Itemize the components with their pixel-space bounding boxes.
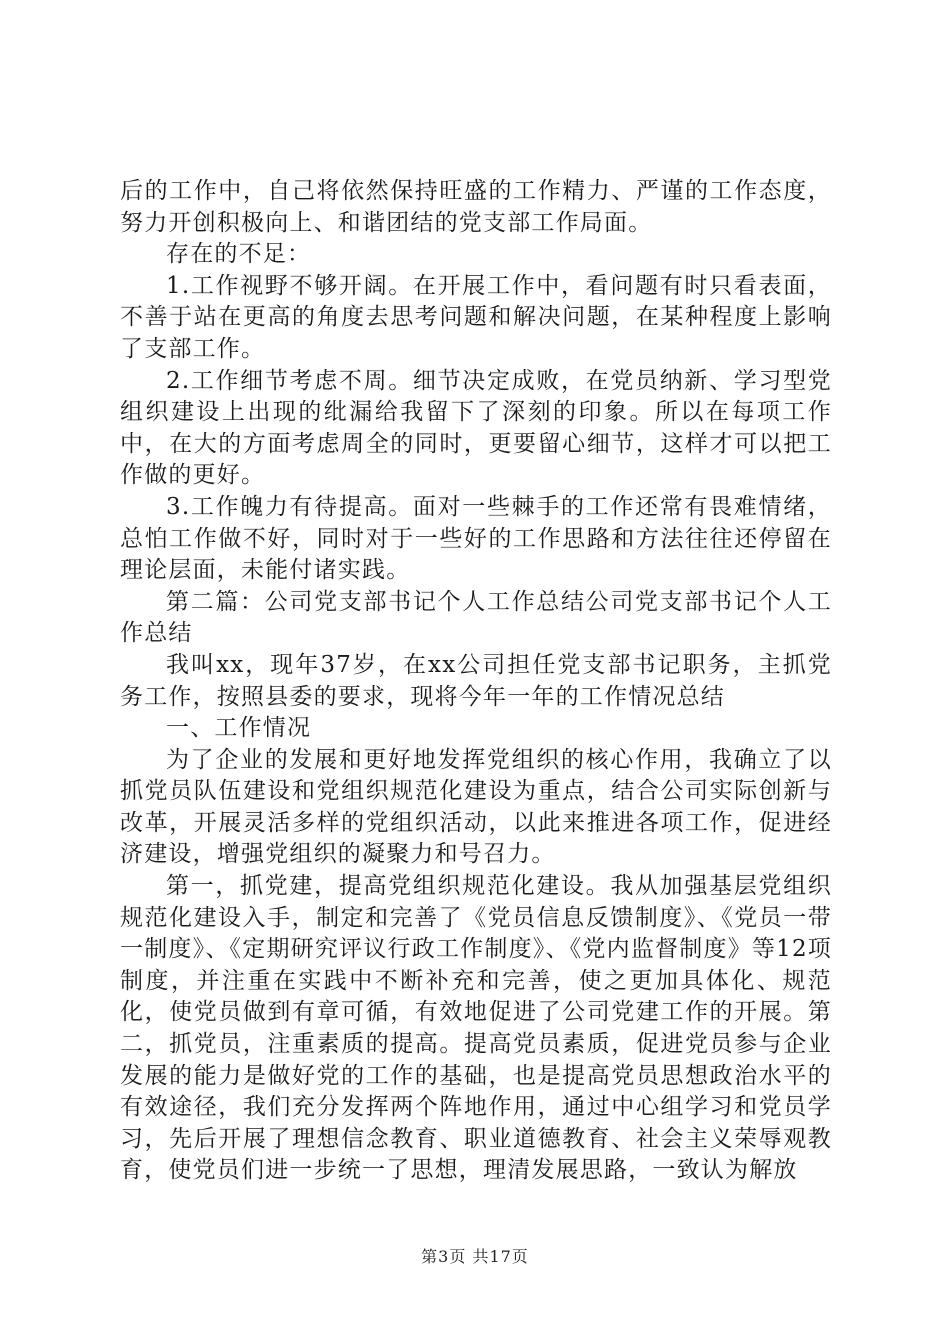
paragraph-shortcoming-1: 1.工作视野不够开阔。在开展工作中，看问题有时只看表面，不善于站在更高的角度去思考问题和解决问题，在某种程度上影响了支部工作。 — [120, 272, 832, 362]
section-title-second-article: 第二篇：公司党支部书记个人工作总结公司党支部书记个人工作总结 — [120, 588, 832, 647]
paragraph-self-introduction: 我叫xx，现年37岁，在xx公司担任党支部书记职务，主抓党务工作，按照县委的要求，现将今年一年的工作情况总结 — [120, 651, 832, 710]
page-number-footer: 第3页 共17页 — [421, 1247, 529, 1266]
paragraph-shortcoming-2: 2.工作细节考虑不周。细节决定成败，在党员纳新、学习型党组织建设上出现的纰漏给我留下了深刻的印象。所以在每项工作中，在大的方面考虑周全的同时，更要留心细节，这样才可以把工作做的更好。 — [120, 367, 832, 489]
paragraph-party-building: 第一，抓党建，提高党组织规范化建设。我从加强基层党组织规范化建设入手，制定和完善了《党员信息反馈制度》、《党员一带一制度》、《定期研究评议行政工作制度》、《党内监督制度》等12项制度，并注重在实践中不断补充和完善，使之更加具体化、规范化，使党员做到有章可循，有效地促进了公司党建工作的开展。第二，抓党员，注重素质的提高。提高党员素质，促进党员参与企业发展的能力是做好党的工作的基础，也是提高党员思想政治水平的有效途径，我们充分发挥两个阵地作用，通过中心组学习和党员学习，先后开展了理想信念教育、职业道德教育、社会主义荣辱观教育，使党员们进一步统一了思想，理清发展思路，一致认为解放 — [120, 873, 832, 1184]
section-heading-work-situation: 一、工作情况 — [166, 715, 312, 742]
paragraph-shortcomings-heading: 存在的不足： — [166, 241, 312, 268]
paragraph-shortcoming-3: 3.工作魄力有待提高。面对一些棘手的工作还常有畏难情绪，总怕工作做不好，同时对于一些好的工作思路和方法往往还停留在理论层面，未能付诸实践。 — [120, 493, 832, 584]
paragraph-continuation: 后的工作中，自己将依然保持旺盛的工作精力、严谨的工作态度，努力开创积极向上、和谐团结的党支部工作局面。 — [120, 178, 832, 236]
paragraph-work-focus: 为了企业的发展和更好地发挥党组织的核心作用，我确立了以抓党员队伍建设和党组织规范化建设为重点，结合公司实际创新与改革，开展灵活多样的党组织活动，以此来推进各项工作，促进经济建设，增强党组织的凝聚力和号召力。 — [120, 746, 832, 868]
document-body — [120, 176, 832, 1187]
